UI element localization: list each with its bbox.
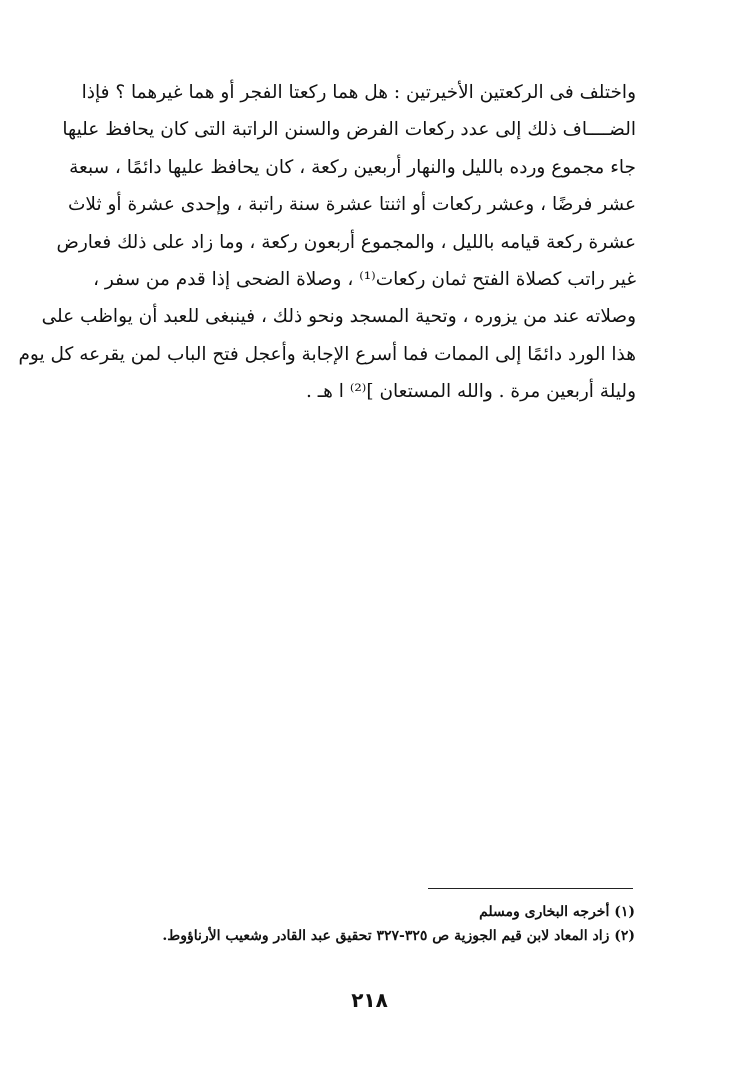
footnote-2: (٢) زاد المعاد لابن قيم الجوزية ص ٣٢٥-٣٢٧ تحقيق عبد القادر وشعيب الأرناؤوط. xyxy=(162,928,635,944)
text-line: وليلة أربعين مرة . والله المستعان ]⁽²⁾ ا هـ . xyxy=(305,381,636,403)
footnotes xyxy=(95,900,635,948)
page-number: ٢١٨ xyxy=(351,988,388,1012)
main-text-block xyxy=(18,74,636,411)
text-line: غير راتب كصلاة الفتح ثمان ركعات⁽¹⁾ ، وصلاة الضحى إذا قدم من سفر ، xyxy=(93,268,636,290)
text-line: جاء مجموع ورده بالليل والنهار أربعين ركعة ، كان يحافظ عليها دائمًا ، سبعة xyxy=(69,156,636,178)
text-line: واختلف فى الركعتين الأخيرتين : هل هما ركعتا الفجر أو هما غيرهما ؟ فإذا xyxy=(81,82,636,103)
text-line: عشر فرضًا ، وعشر ركعات أو اثنتا عشرة سنة راتبة ، وإحدى عشرة أو ثلاث xyxy=(68,194,636,216)
footnote-divider xyxy=(428,888,633,889)
text-line: وصلاته عند من يزوره ، وتحية المسجد ونحو ذلك ، فينبغى للعبد أن يواظب على xyxy=(41,306,636,328)
text-line: الضــــاف ذلك إلى عدد ركعات الفرض والسنن الراتبة التى كان يحافظ عليها xyxy=(62,119,636,141)
footnote-1: (١) أخرجه البخارى ومسلم xyxy=(479,904,635,920)
text-line: هذا الورد دائمًا إلى الممات فما أسرع الإجابة وأعجل فتح الباب لمن يقرعه كل يوم xyxy=(18,343,636,365)
text-line: عشرة ركعة قيامه بالليل ، والمجموع أربعون ركعة ، وما زاد على ذلك فعارض xyxy=(56,231,636,253)
